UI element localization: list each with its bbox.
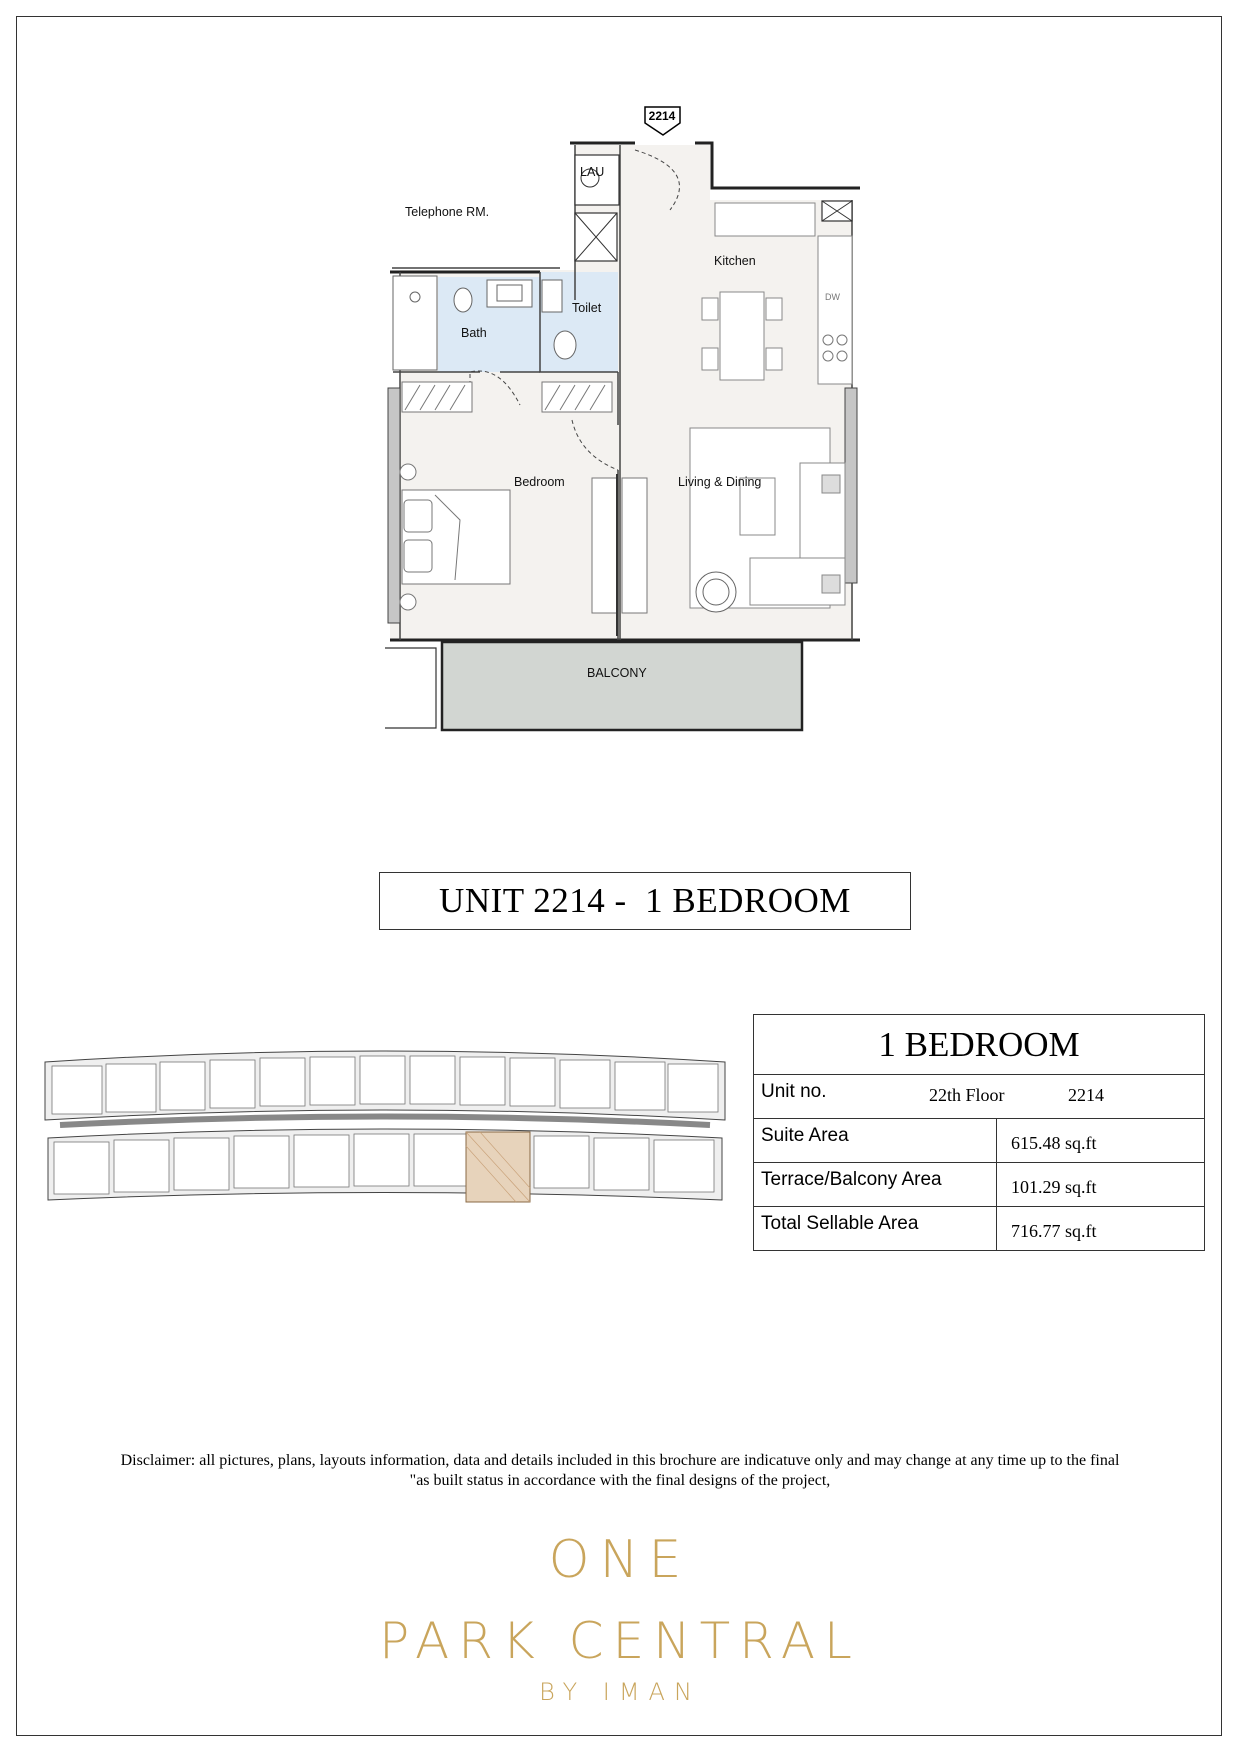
logo-line-one: ONE — [548, 1530, 692, 1590]
living-dining-label: Living & Dining — [678, 475, 762, 489]
total-area-label: Total Sellable Area — [754, 1207, 997, 1251]
unit-no-value: 2214 — [1068, 1085, 1104, 1105]
table-row — [754, 1119, 1204, 1163]
disclaimer-line-1: Disclaimer: all pictures, plans, layouts information, data and details included in this brochure are indicatuve only and may change at any time up to the final — [120, 1452, 1120, 1469]
unit-title: UNIT 2214 - 1 BEDROOM — [379, 872, 911, 930]
toilet-label: Toilet — [572, 301, 602, 315]
unit-info-table — [753, 1014, 1205, 1251]
floor-plan — [370, 100, 870, 740]
logo-line-by-iman: BY IMAN — [539, 1678, 701, 1706]
floor-value: 22th Floor — [929, 1085, 1005, 1105]
unit-no-label: Unit no. — [761, 1081, 827, 1102]
info-heading: 1 BEDROOM — [754, 1015, 1204, 1075]
disclaimer-line-2: "as built status in accordance with the final designs of the project, — [409, 1472, 831, 1489]
balcony-label: BALCONY — [587, 666, 647, 680]
suite-area-label: Suite Area — [754, 1119, 997, 1162]
balcony-area-label: Terrace/Balcony Area — [754, 1163, 997, 1206]
one-park-central-logo — [360, 1530, 880, 1710]
kitchen-label: Kitchen — [714, 254, 756, 268]
disclaimer — [70, 1451, 1170, 1491]
dw-label: DW — [825, 292, 840, 302]
table-row — [754, 1163, 1204, 1207]
table-row — [754, 1207, 1204, 1251]
unit-number-row — [754, 1075, 1204, 1119]
logo-line-park-central: PARK CENTRAL — [379, 1612, 861, 1670]
balcony-area — [442, 642, 802, 730]
suite-area-value: 615.48 sq.ft — [1011, 1133, 1097, 1153]
building-key-plan — [40, 1040, 730, 1230]
total-area-value: 716.77 sq.ft — [1011, 1221, 1097, 1241]
telephone-room-label: Telephone RM. — [405, 205, 490, 219]
lau-label: LAU — [580, 165, 605, 179]
balcony-area-value: 101.29 sq.ft — [1011, 1177, 1097, 1197]
unit-tag-marker — [645, 107, 680, 135]
bath-label: Bath — [461, 326, 487, 340]
unit-tag-label: 2214 — [648, 109, 676, 123]
bedroom-label: Bedroom — [514, 475, 565, 489]
